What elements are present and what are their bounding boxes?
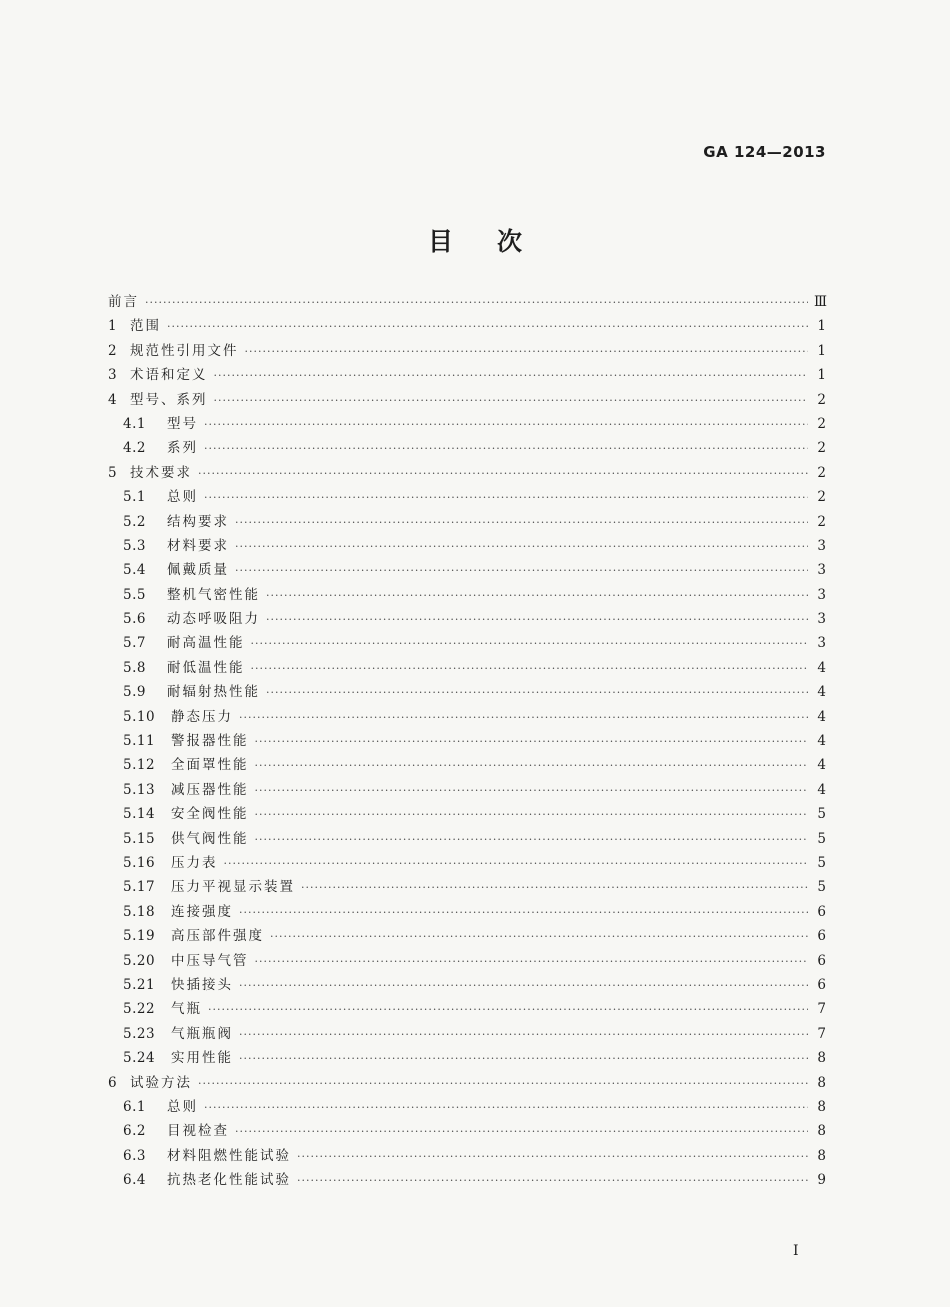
toc-entry-page: 6 [817,903,826,920]
toc-entry[interactable] [108,290,826,314]
toc-leader-dots [214,369,809,382]
toc-leader-dots [301,881,808,894]
toc-leader-dots [204,418,808,431]
toc-entry[interactable] [108,705,826,729]
table-of-contents [108,290,826,1192]
toc-entry-label: 气瓶 [171,1001,202,1018]
toc-entry-page: 4 [817,708,826,725]
toc-entry-page: 1 [817,342,826,359]
toc-entry-number: 5.11 [123,733,156,750]
toc-entry-number: 5.4 [123,562,146,579]
toc-entry[interactable] [108,558,826,582]
toc-entry-number: 5.10 [123,708,156,725]
toc-entry-number: 5.3 [123,537,146,554]
toc-entry-label: 规范性引用文件 [130,342,239,359]
toc-entry-label: 快插接头 [171,976,233,993]
toc-entry-number: 5.9 [123,684,146,701]
toc-entry[interactable] [108,485,826,509]
toc-entry[interactable] [108,1046,826,1070]
toc-leader-dots [255,833,809,846]
toc-leader-dots [239,1028,808,1041]
toc-entry-number: 4 [108,391,117,408]
toc-entry-number: 6 [108,1074,117,1091]
toc-entry-number: 5.17 [123,879,156,896]
toc-leader-dots [198,1077,808,1090]
toc-entry-page: 8 [817,1050,826,1067]
toc-entry-number: 5.15 [123,830,156,847]
toc-entry-label: 试验方法 [130,1074,192,1091]
toc-entry-label: 连接强度 [171,903,233,920]
toc-entry-page: 8 [817,1074,826,1091]
toc-entry[interactable] [108,583,826,607]
toc-entry-number: 5.7 [123,635,146,652]
toc-entry-label: 技术要求 [130,464,192,481]
toc-entry[interactable] [108,875,826,899]
toc-entry-label: 总则 [167,489,198,506]
toc-entry[interactable] [108,851,826,875]
toc-entry[interactable] [108,1119,826,1143]
toc-entry-page: 3 [817,635,826,652]
toc-entry-page: 8 [817,1147,826,1164]
toc-entry[interactable] [108,461,826,485]
toc-leader-dots [266,686,808,699]
toc-entry-page: 5 [817,806,826,823]
toc-entry-label: 材料要求 [167,537,229,554]
toc-entry-number: 1 [108,318,117,335]
toc-entry-label: 气瓶瓶阀 [171,1025,233,1042]
toc-leader-dots [255,808,809,821]
toc-entry-label: 警报器性能 [171,733,249,750]
toc-entry-number: 6.2 [123,1123,146,1140]
page-number: I [793,1243,799,1259]
toc-entry-number: 5.24 [123,1050,156,1067]
toc-entry-number: 5.23 [123,1025,156,1042]
toc-leader-dots [297,1150,808,1163]
toc-entry-label: 前言 [108,294,139,310]
toc-entry-label: 动态呼吸阻力 [167,611,260,628]
toc-entry-label: 目视检查 [167,1123,229,1140]
toc-entry-page: 2 [817,464,826,481]
toc-entry-page: 7 [817,1001,826,1018]
toc-entry-page: 8 [817,1123,826,1140]
toc-entry-page: 7 [817,1025,826,1042]
toc-leader-dots [167,320,808,333]
toc-entry-page: 5 [817,830,826,847]
toc-entry-page: 5 [817,854,826,871]
toc-entry[interactable] [108,1095,826,1119]
toc-entry-label: 耐低温性能 [167,659,245,676]
toc-entry[interactable] [108,729,826,753]
toc-entry-number: 5.19 [123,928,156,945]
toc-entry[interactable] [108,534,826,558]
toc-entry[interactable] [108,949,826,973]
toc-entry-page: 6 [817,928,826,945]
toc-entry-number: 5.20 [123,952,156,969]
toc-entry[interactable] [108,680,826,704]
toc-entry[interactable] [108,656,826,680]
toc-entry-number: 5.18 [123,903,156,920]
toc-leader-dots [204,442,808,455]
toc-leader-dots [239,979,808,992]
toc-entry[interactable] [108,997,826,1021]
toc-entry[interactable] [108,1144,826,1168]
toc-entry-number: 5.21 [123,976,156,993]
toc-entry-page: 1 [817,318,826,335]
toc-leader-dots [251,662,809,675]
toc-entry-number: 6.1 [123,1098,146,1115]
toc-leader-dots [235,540,808,553]
toc-entry-page: 6 [817,952,826,969]
toc-entry-label: 减压器性能 [171,781,249,798]
toc-entry[interactable] [108,778,826,802]
toc-entry[interactable] [108,1168,826,1192]
toc-entry-page: 4 [817,659,826,676]
toc-entry-label: 范围 [130,318,161,335]
toc-entry-label: 压力表 [171,854,218,871]
standard-code: GA 124—2013 [703,143,826,161]
toc-leader-dots [224,857,809,870]
toc-leader-dots [251,637,809,650]
toc-entry-page: 4 [817,757,826,774]
toc-leader-dots [239,1052,808,1065]
toc-leader-dots [255,955,809,968]
toc-leader-dots [255,784,809,797]
toc-entry-page: 3 [817,586,826,603]
toc-entry[interactable] [108,924,826,948]
toc-entry-label: 实用性能 [171,1050,233,1067]
toc-entry[interactable] [108,827,826,851]
toc-entry-label: 抗热老化性能试验 [167,1172,291,1189]
toc-leader-dots [145,296,808,309]
toc-entry-page: 3 [817,562,826,579]
toc-entry-number: 4.1 [123,415,146,432]
toc-entry-number: 2 [108,342,117,359]
toc-entry-number: 5.5 [123,586,146,603]
toc-entry-number: 5.22 [123,1001,156,1018]
toc-entry[interactable] [108,973,826,997]
toc-entry[interactable] [108,412,826,436]
toc-entry-number: 5.1 [123,489,146,506]
toc-leader-dots [235,516,808,529]
toc-entry-page: 2 [817,513,826,530]
toc-entry-page: 2 [817,489,826,506]
toc-entry-page: Ⅲ [814,294,828,310]
toc-entry-label: 型号 [167,415,198,432]
toc-entry-page: 3 [817,537,826,554]
toc-leader-dots [235,1125,808,1138]
toc-leader-dots [239,711,808,724]
toc-entry-number: 5.12 [123,757,156,774]
toc-leader-dots [270,930,808,943]
toc-entry-number: 6.3 [123,1147,146,1164]
toc-leader-dots [297,1174,808,1187]
toc-leader-dots [198,467,808,480]
toc-leader-dots [204,491,808,504]
toc-entry[interactable] [108,388,826,412]
page-title: 目次 [427,227,566,256]
toc-entry[interactable] [108,802,826,826]
toc-entry-label: 型号、系列 [130,391,208,408]
toc-entry-number: 6.4 [123,1172,146,1189]
toc-leader-dots [204,1101,808,1114]
toc-entry-label: 佩戴质量 [167,562,229,579]
toc-entry-page: 2 [817,440,826,457]
toc-leader-dots [239,906,808,919]
toc-entry[interactable] [108,314,826,338]
toc-entry-label: 压力平视显示装置 [171,879,295,896]
toc-entry[interactable] [108,363,826,387]
toc-leader-dots [245,345,809,358]
toc-entry-number: 5.2 [123,513,146,530]
toc-entry-page: 5 [817,879,826,896]
toc-entry-page: 4 [817,781,826,798]
toc-leader-dots [255,759,809,772]
toc-leader-dots [214,394,809,407]
toc-entry-number: 5 [108,464,117,481]
toc-leader-dots [255,735,809,748]
toc-entry[interactable] [108,339,826,363]
toc-entry[interactable] [108,436,826,460]
toc-entry-label: 供气阀性能 [171,830,249,847]
toc-entry-label: 高压部件强度 [171,928,264,945]
toc-entry[interactable] [108,607,826,631]
toc-entry-number: 5.16 [123,854,156,871]
toc-entry-number: 5.6 [123,611,146,628]
toc-leader-dots [266,589,808,602]
toc-entry-label: 材料阻燃性能试验 [167,1147,291,1164]
toc-entry-label: 总则 [167,1098,198,1115]
toc-entry-number: 5.13 [123,781,156,798]
toc-entry-label: 系列 [167,440,198,457]
toc-entry-page: 2 [817,391,826,408]
toc-entry-number: 5.14 [123,806,156,823]
toc-entry-label: 安全阀性能 [171,806,249,823]
toc-entry-page: 4 [817,684,826,701]
toc-entry[interactable] [108,1071,826,1095]
toc-entry-number: 4.2 [123,440,146,457]
toc-entry-page: 1 [817,367,826,384]
toc-entry-page: 2 [817,415,826,432]
toc-entry[interactable] [108,631,826,655]
toc-entry-label: 术语和定义 [130,367,208,384]
toc-entry-label: 结构要求 [167,513,229,530]
toc-entry-page: 3 [817,611,826,628]
toc-entry-label: 耐高温性能 [167,635,245,652]
toc-entry-page: 8 [817,1098,826,1115]
toc-entry[interactable] [108,1022,826,1046]
toc-entry-label: 整机气密性能 [167,586,260,603]
toc-entry[interactable] [108,510,826,534]
toc-entry-number: 3 [108,367,117,384]
toc-entry[interactable] [108,900,826,924]
toc-entry[interactable] [108,753,826,777]
toc-entry-label: 全面罩性能 [171,757,249,774]
toc-leader-dots [266,613,808,626]
toc-entry-label: 耐辐射热性能 [167,684,260,701]
toc-entry-label: 中压导气管 [171,952,249,969]
toc-entry-page: 4 [817,733,826,750]
toc-entry-page: 6 [817,976,826,993]
toc-entry-label: 静态压力 [171,708,233,725]
toc-leader-dots [235,564,808,577]
toc-leader-dots [208,1003,808,1016]
toc-entry-number: 5.8 [123,659,146,676]
toc-entry-page: 9 [817,1172,826,1189]
